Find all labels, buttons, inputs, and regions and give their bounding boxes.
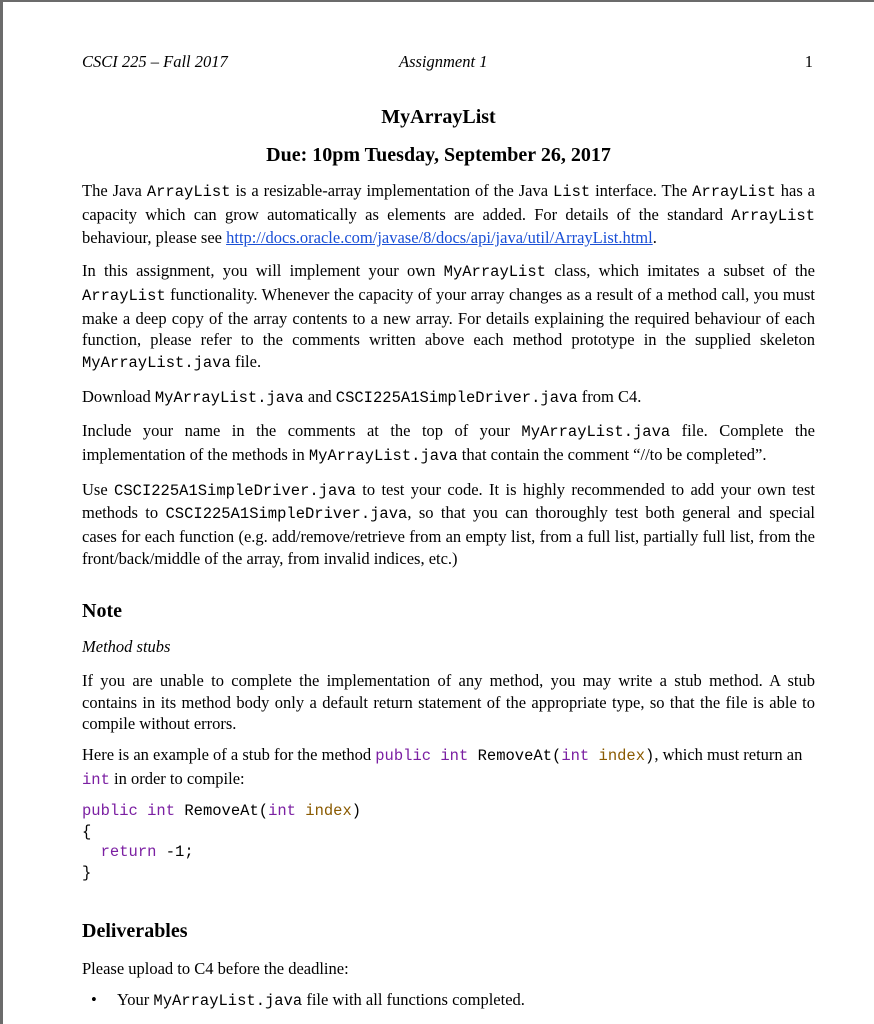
- bullet-icon: •: [91, 990, 97, 1009]
- paragraph-arraylist-intro: The Java ArrayList is a resizable-array implementation of the Java List interface. The ArrayList has a capacity which can grow automatically as elements are added. For details of the standard ArrayList behaviour, please see http://docs.oracle.com/javase/8/docs/api/java/util/ArrayList.html.: [82, 181, 815, 248]
- paragraph-download: Download MyArrayList.java and CSCI225A1SimpleDriver.java from C4.: [82, 386, 642, 407]
- document-title: MyArrayList: [381, 106, 496, 128]
- oracle-docs-link[interactable]: http://docs.oracle.com/javase/8/docs/api/java/util/ArrayList.html: [226, 228, 653, 248]
- deliverable-item: • Your MyArrayList.java file with all functions completed.: [91, 990, 525, 1010]
- note-example-paragraph: Here is an example of a stub for the method public int RemoveAt(int index), which must return an int in order to compile:: [82, 745, 803, 789]
- method-stubs-subheading: Method stubs: [82, 637, 171, 656]
- header-page-number: 1: [804, 52, 813, 71]
- intro-body: [82, 180, 815, 581]
- due-date: Due: 10pm Tuesday, September 26, 2017: [266, 144, 611, 166]
- note-heading: Note: [82, 600, 122, 622]
- header-assignment: Assignment 1: [399, 52, 488, 71]
- paragraph-assignment-description: In this assignment, you will implement your own MyArrayList class, which imitates a subset of the ArrayList functionality. Whenever the capacity of your array changes as a result of a method call, you must make a deep copy of the array contents to a new array. For details explaining the required behaviour of each function, please refer to the comments written above each method prototype in the supplied skeleton MyArrayList.java file.: [82, 261, 815, 372]
- deliverables-intro: Please upload to C4 before the deadline:: [82, 959, 349, 978]
- document-page: [3, 2, 874, 1024]
- page-header: [82, 52, 815, 74]
- header-course: CSCI 225 – Fall 2017: [82, 52, 228, 71]
- stub-code-example: public int RemoveAt(int index) { return -1; }: [82, 802, 362, 882]
- deliverables-heading: Deliverables: [82, 920, 188, 942]
- note-stub-paragraph: If you are unable to complete the implementation of any method, you may write a stub method. A stub contains in its method body only a default return statement of the appropriate type, so that the file is able to compile without errors.: [82, 671, 815, 734]
- paragraph-testing: Use CSCI225A1SimpleDriver.java to test your code. It is highly recommended to add your own test methods to CSCI225A1SimpleDriver.java, so that you can thoroughly test both general and special cases for each function (e.g. add/remove/retrieve from an empty list, from a full list, partially full list, from the front/back/middle of the array, from invalid indices, etc.): [82, 479, 816, 568]
- paragraph-include-name: Include your name in the comments at the top of your MyArrayList.java file. Complete the implementation of the methods in MyArrayList.java that contain the comment “//to be completed”.: [82, 421, 815, 466]
